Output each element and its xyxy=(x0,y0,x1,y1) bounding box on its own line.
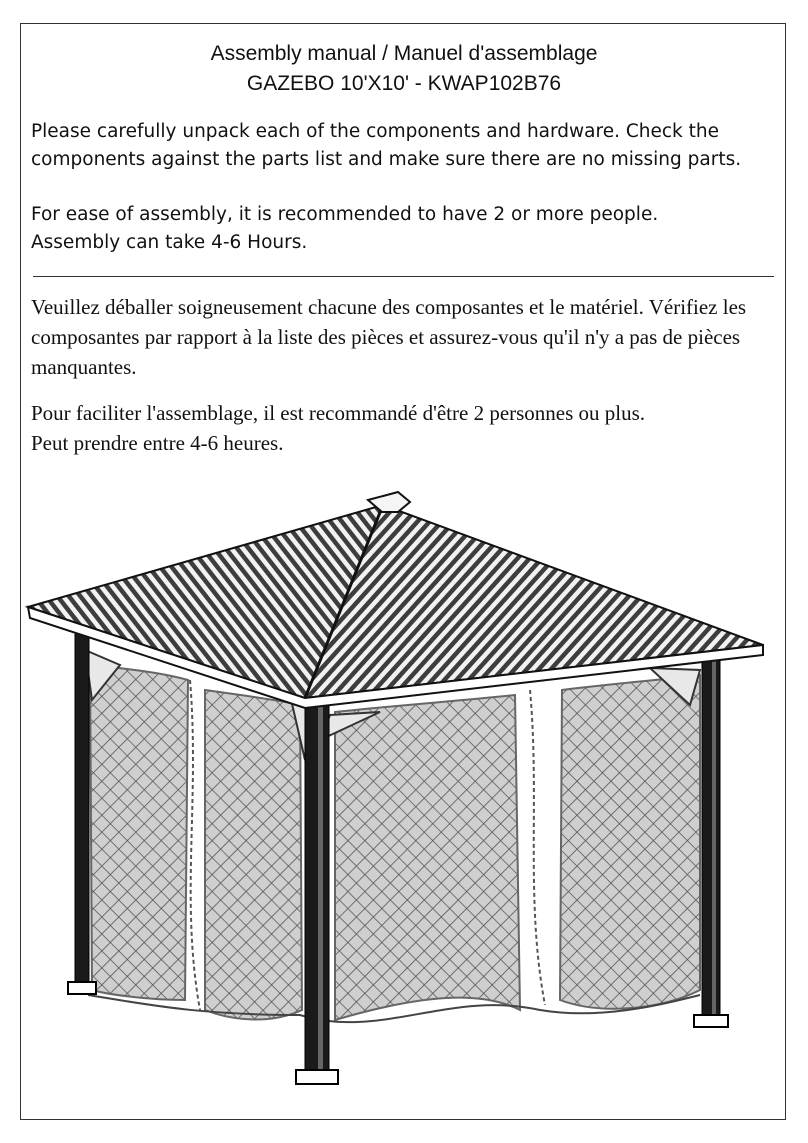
english-people-recommendation: For ease of assembly, it is recommended to have 2 or more people. xyxy=(31,204,659,225)
front-mesh-panel-left xyxy=(205,690,302,1019)
french-assembly-time: Peut prendre entre 4-6 heures. xyxy=(31,431,284,455)
front-mesh-panel-center xyxy=(335,695,520,1020)
product-model-title: GAZEBO 10'X10' - KWAP102B76 xyxy=(246,72,562,95)
english-assembly-note xyxy=(31,201,776,257)
manual-title: Assembly manual / Manuel d'assemblage xyxy=(210,42,598,65)
english-assembly-time: Assembly can take 4-6 Hours. xyxy=(31,232,308,253)
french-assembly-note xyxy=(31,398,776,458)
language-divider xyxy=(33,276,774,277)
french-people-recommendation: Pour faciliter l'assemblage, il est recommandé d'être 2 personnes ou plus. xyxy=(31,401,646,425)
right-corner-post xyxy=(702,660,720,1025)
english-unpack-instructions: Please carefully unpack each of the components and hardware. Check the components against the parts list and make sure there are no missing parts. xyxy=(31,121,742,170)
gazebo-illustration xyxy=(20,485,786,1115)
left-mesh-panel xyxy=(90,665,188,1000)
right-mesh-panel xyxy=(560,675,700,1009)
front-corner-post xyxy=(305,700,329,1080)
left-back-post xyxy=(75,630,89,990)
french-unpack-instructions: Veuillez déballer soigneusement chacune des composantes et le matériel. Vérifiez les composantes par rapport à la liste des pièces et assurez-vous qu'il n'y a pas de pièces manquantes. xyxy=(31,295,747,379)
